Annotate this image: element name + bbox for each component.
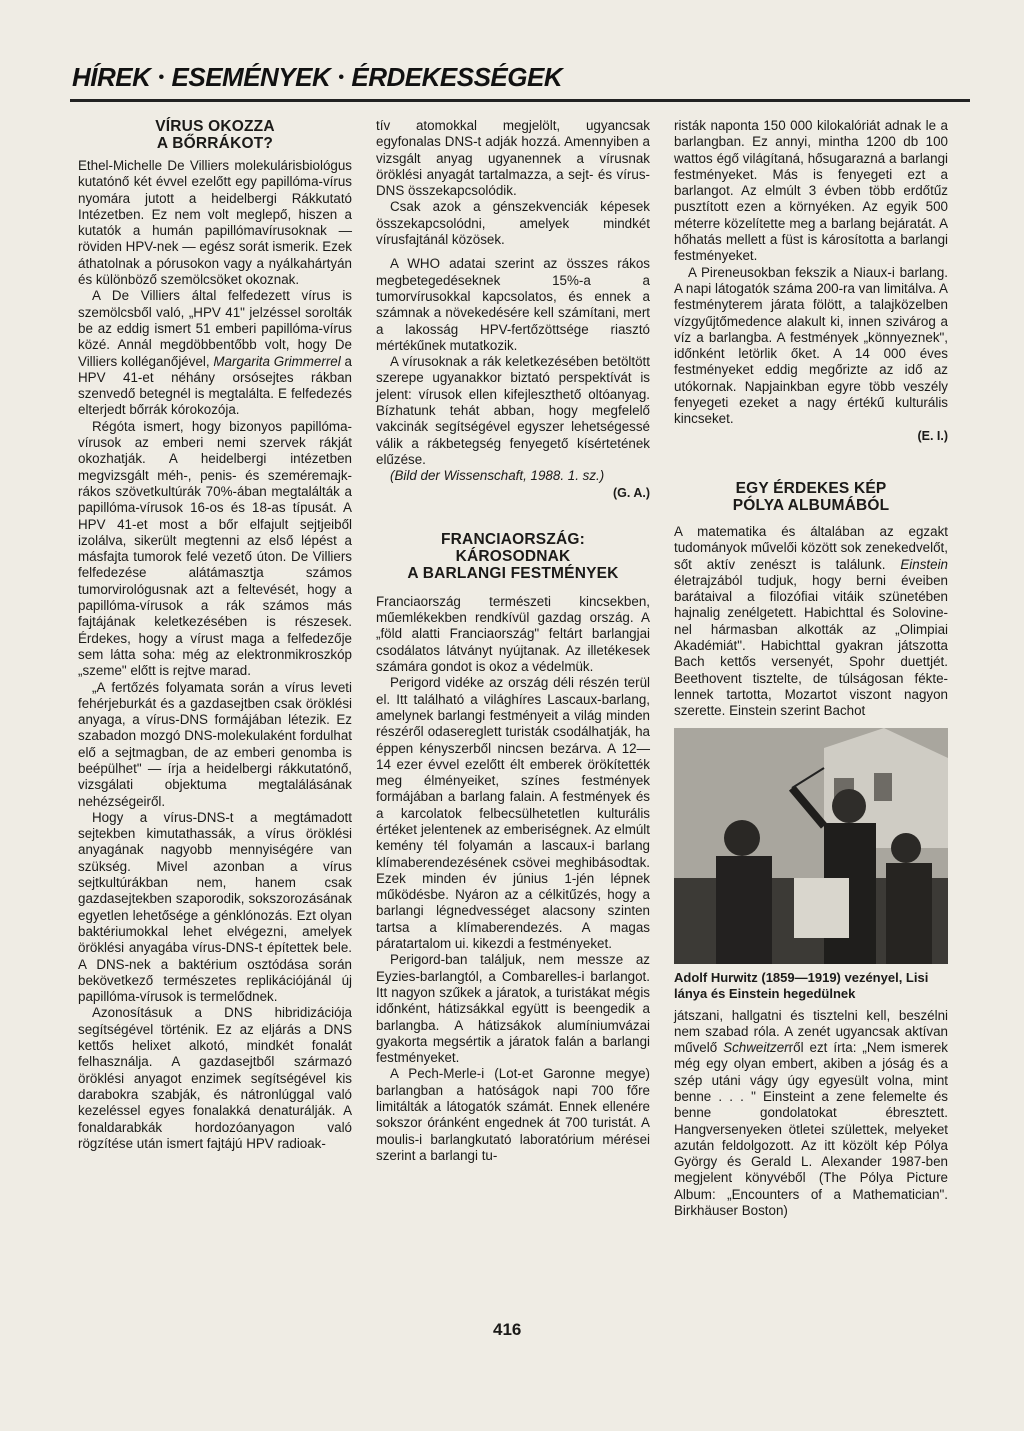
- article1-p2-name: Margarita Grimmerrel: [213, 353, 341, 369]
- article1-title: [78, 118, 352, 152]
- article1-cont-paragraph: tív atomokkal megjelölt, ugyancsak egyfonalas DNS-t adják hozzá. Amennyiben a vizsgált anyag ugyanennek a vírusnak öröklési anyagát tartalmazza, a sejt- és vírus-DNS összekapcsolódik.: [376, 118, 650, 199]
- article1-paragraph: Hogy a vírus-DNS-t a megtámadott sejtekben kimutathassák, a vírus öröklési anyagának nagyobb mennyiségére van szükség. Mivel azonban a vírus sejtkultúrákban nem, hanem csak gazdasejtekben szaporodik, sokszorozásának egyetlen lehetősége a génklónozás. Ezt olyan baktériumokkal lehet elvégezni, amelyek öröklési anyagába vírus-DNS-t építettek bele. A DNS-nek a baktérium osztódása során bekövetkező természetes replikációjánál új papillóma-vírusok is termelődnek.: [78, 809, 352, 1005]
- article1-cont-paragraph: Csak azok a génszekvenciák képesek összekapcsolódni, amelyek mindkét vírusfajtánál közösek.: [376, 199, 650, 248]
- article1-paragraph: Ethel-Michelle De Villiers molekulárisbiológus kutatónő két évvel ezelőtt egy papillóma-vírus nyomára jutott a heidelbergi Rákkutató Intézetben. Ez nem volt meglepő, hiszen a kutatók a humán papillómavírusoknak — röviden HPV-nek — egész sorát ismerik. Ezek áthatolnak a pórusokon vagy a nyálkahártyán és különböző szemölcsöket okoznak.: [78, 158, 352, 288]
- article2-cont-paragraph: risták naponta 150 000 kilokalóriát adnak le a barlangban. Ez annyi, mintha 1200 db 100 wattos égő világítaná, hősugarazná a barlangi festményeket. Más is fenyegeti ezt a barlangot. Az elmúlt 3 évben több erdőtűz pusztított ezen a környéken. Az egyik 500 méterre közelítette meg a barlang bejáratát. A hőhatás mellett a füst is károsította a barlangi festményeket.: [674, 118, 948, 264]
- article1-source: (Bild der Wissenschaft, 1988. 1. sz.): [390, 468, 605, 484]
- article3-paragraph: [674, 524, 948, 720]
- article2-paragraph: A Pech-Merle-i (Lot-et Garonne megye) barlangban a hatóságok napi 700 főre limitálták a látogatók számát. Ennek ellenére sokszor óránként engednek át 700 turistát. A moulis-i barlangkutató laboratórium mérései szerint a barlangi tu-: [376, 1066, 650, 1163]
- page-number: 416: [493, 1320, 522, 1339]
- article3-p1-start: A matematika és általában az egzakt tudományok művelői között sok zenekedvelőt, sőt aktív zenészt is találunk.: [674, 523, 948, 572]
- article3-p2-name: Schweitzer: [723, 1040, 789, 1056]
- article3-paragraph: [674, 1008, 948, 1220]
- photo-illustration: [674, 728, 948, 964]
- article2-title-line2: KÁROSODNAK: [455, 547, 571, 565]
- article1-p2-start: A De Villiers által felfedezett vírus is szemölcsből való, „HPV 41" jelzéssel sorolták be az eddig ismert 51 emberi papillóma-vírus közé. Annál megdöbbentőbb volt, hogy De Villiers kolléganőjével,: [78, 288, 352, 369]
- article3-p1-name: Einstein: [900, 556, 948, 572]
- article1-p2-rest: a HPV 41-et néhány orsósejtes rákban szenvedő betegnél is megtalálta. E felfedezés elterjedt bőrrák kórokozója.: [78, 353, 352, 418]
- photo-caption: Adolf Hurwitz (1859—1919) vezényel, Lisi lánya és Einstein hegedülnek: [674, 969, 929, 1001]
- article3-title-line2: PÓLYA ALBUMÁBÓL: [732, 496, 890, 514]
- article3-title-line1: EGY ÉRDEKES KÉP: [735, 479, 887, 497]
- section-header: [72, 62, 952, 93]
- header-news: HÍREK: [72, 62, 151, 92]
- article1-cont-paragraph: A WHO adatai szerint az összes rákos megbetegedéseknek 15%-a a tumorvírusokkal kapcsolatos, és ennek a számnak a növekedésére kell számítani, mert a lakosság HPV-fertőzöttsége riasztó mértékűnek mutatkozik.: [376, 256, 650, 353]
- article1-paragraph: Azonosításuk a DNS hibridizációja segítségével történik. Ez az eljárás a DNS kettős helixet alkotó, mindkét fonalát felhasználja. A gazdasejtből származó öröklési anyagot enzimek segítségével kis darabokra szabják, és nátronlúggal való kezeléssel egyes fonalakká denaturálják. A fonaldarabkák hordozóanyagon való rögzítése után ismert fajtájú HPV radioak-: [78, 1005, 352, 1151]
- header-events: ESEMÉNYEK: [171, 62, 331, 92]
- article2-cont-paragraph: A Pireneusokban fekszik a Niaux-i barlang. A napi látogatók száma 200-ra van limitálva. A festményterem járata fölött, a talajközelben vízgyűjtőmedence alakult ki, innen szivárog a víz a barlangba. A festmények „könnyeznek", időnként letörlik őket. A 14 000 éves festményeket eddig megőrizte az idő az utókornak. Napjainkban egyre több veszély fenyegeti ezeket a nagy értékű kulturális kincseket.: [674, 264, 948, 427]
- column-2: [376, 118, 650, 1164]
- article1-paragraph: Régóta ismert, hogy bizonyos papillóma-vírusok az emberi nemi szervek rákját okozhatják. A heidelbergi intézetben megvizsgált méh-, penis- és szeméremajk-rákos szövetkultúrák 70%-ában megtalálták a papillóma-vírusok 16-os és 18-as típusát. A HPV 41-et most a bőr elfajult sejtjeiből izolálva, sikerült megtenni az első lépést a másfajta tumorok felé vezető úton. De Villiers felfedezése alátámasztja számos tumorvirológusnak azt a feltevését, hogy a papillóma-vírusok a rák számos más fajtájának keletkezésében is részesek. Érdekes, hogy a vírust maga a felfedezője sem látta soha: még az elektronmikroszkóp „szeme" előtt is rejtve marad.: [78, 418, 352, 679]
- header-bullet-2: •: [338, 69, 344, 86]
- article1-title-line2: A BŐRRÁKOT?: [156, 135, 274, 152]
- article2-title-line1: FRANCIAORSZÁG:: [440, 530, 585, 548]
- header-bullet-1: •: [158, 69, 164, 86]
- musicians-photo: [674, 728, 948, 964]
- column-1: [78, 118, 352, 1152]
- article2-paragraph: Perigord-ban találjuk, nem messze az Eyzies-barlangtól, a Combarelles-i barlangot. Itt nagyon szűkek a járatok, a turistákat mégis időnként, hátizsákkal együtt is beengedik a barlangba. A hátizsákok alumíniumvázai gyakorta megsértik a járatok falán a barlangi festményeket.: [376, 952, 650, 1066]
- article3-p2-start: játszani, hallgatni és tisztelni kell, beszélni nem szabad róla. A zenét ugyancsak aktívan művelő: [674, 1007, 948, 1056]
- article2-paragraph: Perigord vidéke az ország déli részén terül el. Itt található a világhíres Lascaux-barlang, amelynek barlangi festményeit a világ minden részéről odasereglett turisták csodálhatják, ha éppen kényszerből nincsen bezárva. A 12—14 ezer évvel ezelőtt élt emberek örökítették meg élményeiket, színes festmények formájában a barlang falain. A festmények és a karcolatok felbecsülhetetlen kulturális értéket jelentenek az emberiségnek. Az elmúlt kemény tél folyamán a lascaux-i barlang klímaberendezésének csövei meghibásodtak. Ezek minden év június 1-jén lépnek működésbe. Nyáron az a célkitűzés, hogy a barlangi légnedvességet alacsony szinten tartsa a klímaberendezés. A magas páratartalom ui. kikezdi a festményeket.: [376, 675, 650, 952]
- article2-title-line3: A BARLANGI FESTMÉNYEK: [407, 564, 619, 582]
- article3-title: [674, 480, 948, 514]
- column-3: [674, 118, 948, 1219]
- article1-paragraph: [78, 288, 352, 418]
- article1-cont-paragraph: A vírusoknak a rák keletkezésében betöltött szerepe ugyanakkor biztató perspektívát is jelent: vírusok ellen kifejleszthető oltóanyag. Bízhatunk tehát abban, hogy megfelelő vakcinák segítségével egyszer lehetségessé válik a rákbetegség fenyegető kísértetének elűzése.: [376, 354, 650, 467]
- article1-paragraph: „A fertőzés folyamata során a vírus leveti fehérjeburkát és a gazdasejtben csak öröklési anyaga, a vírus-DNS formájában létezik. Ez szabadon mozgó DNS-molekulaként fordulhat elő a sejtmagban, de az emberi genomba is beépülhet" — írja a heidelbergi rákkutatónő, vizsgálati objektuma megtalálásának nehézségeiről.: [78, 679, 352, 809]
- article3-p2-rest: ről ezt írta: „Nem ismerek még egy olyan embert, akiben a jóság és a szép utáni vágy úgy egyesült volna, mint benne . . . " Einsteint a zene felemelte és benne gondolatokat ébresztett. Hangversenyeken ötletei születtek, melyeket azután feldolgozott. Az itt közölt kép Pólya György és Gerald L. Alexander 1987-ben megjelent könyvéből (The Pólya Picture Album: „Encounters of a Mathematician". Birkhäuser Boston): [674, 1040, 948, 1219]
- article2-title: [376, 531, 650, 582]
- header-curiosities: ÉRDEKESSÉGEK: [351, 62, 563, 92]
- article1-title-line1: VÍRUS OKOZZA: [155, 118, 275, 135]
- article1-signature: (G. A.): [612, 485, 650, 500]
- article2-paragraph: Franciaország természeti kincsekben, műemlékekben rendkívül gazdag ország. A „föld alatti Franciaország" feltárt barlangjai csodálatos látványt nyújtanak. Az illetékesek számára gondot is okoz a védelmük.: [376, 593, 650, 675]
- article2-signature: (E. I.): [917, 428, 948, 443]
- article3-p1-rest: életrajzából tudjuk, hogy berni éveiben barátaival a filozófiai vitáik szünetében hajnalig zenélgetett. Habichttal és Solovine-nel hármasban alkották az „Olimpiai Akadémiát". Habichttal gyakran játszotta Bach kettős versenyét, Spohr duettjét. Beethovent tisztelte, de túlságosan féktelennek tartotta, Mozartot viszont nagyon szerette. Einstein szerint Bachot: [674, 572, 948, 719]
- header-rule: [70, 99, 970, 102]
